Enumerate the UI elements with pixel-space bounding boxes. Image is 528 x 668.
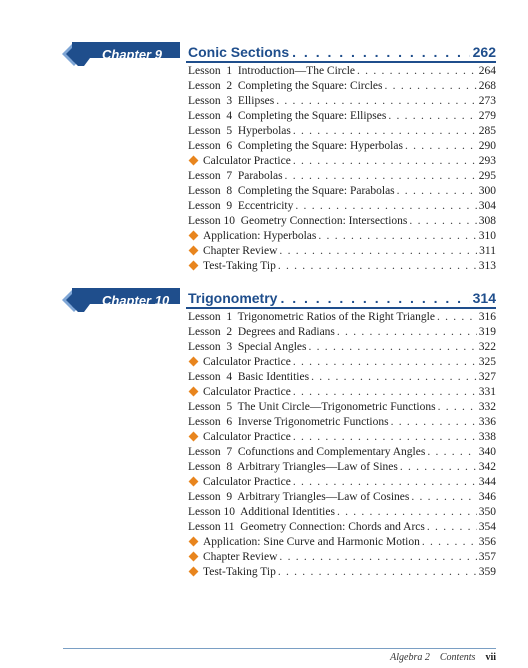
entry-page: 327 [478, 371, 496, 383]
entry-title: Lesson 4 Basic Identities [188, 371, 310, 383]
entry-title: Lesson 2 Completing the Square: Circles [188, 80, 383, 92]
entry-title: Lesson 4 Completing the Square: Ellipses [188, 110, 387, 122]
diamond-bullet-icon [189, 567, 199, 577]
entry-page: 346 [478, 491, 496, 503]
toc-entry[interactable] [188, 430, 496, 445]
chapter-rule [186, 307, 496, 309]
entry-page: 342 [478, 461, 496, 473]
footer-page-number: vii [485, 652, 496, 663]
toc-entry[interactable] [188, 169, 496, 184]
entry-page: 310 [478, 230, 496, 242]
entry-page: 300 [478, 185, 496, 197]
toc-entry[interactable] [188, 565, 496, 580]
entry-page: 344 [478, 476, 496, 488]
entry-title: Calculator Practice [203, 476, 291, 488]
toc-entry[interactable] [188, 355, 496, 370]
entry-page: 304 [478, 200, 496, 212]
toc-entry[interactable] [188, 214, 496, 229]
dot-leader [318, 229, 476, 244]
dot-leader [276, 94, 477, 109]
entry-title: Lesson 10 Additional Identities [188, 506, 335, 518]
dot-leader [411, 490, 476, 505]
diamond-bullet-icon [189, 246, 199, 256]
entry-page: 340 [478, 446, 496, 458]
dot-leader [437, 310, 477, 325]
entry-title: Lesson 5 Hyperbolas [188, 125, 291, 137]
entry-title: Lesson 3 Ellipses [188, 95, 275, 107]
chapter-title-row[interactable] [188, 44, 496, 60]
chapter-title-row[interactable] [188, 290, 496, 306]
diamond-bullet-icon [189, 432, 199, 442]
entry-page: 285 [478, 125, 496, 137]
dot-leader [427, 520, 477, 535]
dot-leader [409, 214, 476, 229]
entry-page: 316 [478, 311, 496, 323]
dot-leader [385, 79, 477, 94]
entry-title: Application: Hyperbolas [203, 230, 317, 242]
dot-leader [427, 445, 476, 460]
footer-section: Contents [439, 652, 476, 663]
diamond-bullet-icon [189, 261, 199, 271]
dot-leader [311, 370, 477, 385]
entry-title: Calculator Practice [203, 155, 291, 167]
entry-title: Lesson 9 Arbitrary Triangles—Law of Cosines [188, 491, 410, 503]
entry-page: 319 [478, 326, 496, 338]
dot-leader [391, 415, 477, 430]
entry-title: Lesson 10 Geometry Connection: Intersections [188, 215, 408, 227]
entry-title: Lesson 1 Introduction—The Circle [188, 65, 356, 77]
toc-entry[interactable] [188, 445, 496, 460]
footer-book-title: Algebra 2 [390, 652, 430, 663]
chapter-number-label: Chapter 9 [102, 47, 162, 62]
entry-title: Application: Sine Curve and Harmonic Motion [203, 536, 420, 548]
entry-page: 357 [478, 551, 496, 563]
entry-page: 295 [478, 170, 496, 182]
entry-page: 264 [478, 65, 496, 77]
entry-title: Lesson 9 Eccentricity [188, 200, 294, 212]
dot-leader [405, 139, 477, 154]
dot-leader [422, 535, 477, 550]
dot-leader [292, 44, 470, 60]
chapter-rule [186, 61, 496, 63]
entry-page: 308 [478, 215, 496, 227]
dot-leader [337, 505, 477, 520]
dot-leader [337, 325, 477, 340]
toc-entry[interactable] [188, 400, 496, 415]
entry-page: 354 [478, 521, 496, 533]
chapter-tab [62, 42, 180, 78]
toc-entry[interactable] [188, 229, 496, 244]
entry-title: Test-Taking Tip [203, 260, 276, 272]
entry-page: 356 [478, 536, 496, 548]
dot-leader [279, 550, 476, 565]
chapter-page: 314 [472, 290, 496, 306]
dot-leader [357, 64, 477, 79]
entry-title: Calculator Practice [203, 356, 291, 368]
toc-entry[interactable] [188, 505, 496, 520]
dot-leader [279, 244, 477, 259]
chapter-number-label: Chapter 10 [102, 293, 170, 308]
toc-entry[interactable] [188, 94, 496, 109]
toc-entry[interactable] [188, 124, 496, 139]
dot-leader [278, 259, 477, 274]
dot-leader [293, 355, 477, 370]
chapter-tab [62, 288, 180, 324]
entry-title: Chapter Review [203, 551, 278, 563]
dot-leader [295, 199, 476, 214]
diamond-bullet-icon [189, 537, 199, 547]
dot-leader [278, 565, 477, 580]
toc-entry[interactable] [188, 154, 496, 169]
entry-page: 293 [478, 155, 496, 167]
entry-title: Calculator Practice [203, 386, 291, 398]
entry-page: 268 [478, 80, 496, 92]
entry-title: Lesson 6 Completing the Square: Hyperbolas [188, 140, 403, 152]
toc-entry[interactable] [188, 79, 496, 94]
entry-page: 279 [478, 110, 496, 122]
entry-page: 290 [478, 140, 496, 152]
toc-entry[interactable] [188, 370, 496, 385]
toc-entry[interactable] [188, 385, 496, 400]
entry-page: 331 [478, 386, 496, 398]
toc-entry[interactable] [188, 475, 496, 490]
entry-page: 336 [478, 416, 496, 428]
diamond-bullet-icon [189, 387, 199, 397]
entry-title: Calculator Practice [203, 431, 291, 443]
toc-entry[interactable] [188, 415, 496, 430]
toc-entry[interactable] [188, 259, 496, 274]
dot-leader [400, 460, 477, 475]
entry-title: Lesson 2 Degrees and Radians [188, 326, 335, 338]
toc-entry[interactable] [188, 244, 496, 259]
toc-entry[interactable] [188, 460, 496, 475]
entry-title: Lesson 1 Trigonometric Ratios of the Right Triangle [188, 311, 435, 323]
chapter-page: 262 [472, 44, 496, 60]
entry-page: 311 [479, 245, 496, 257]
entry-title: Lesson 5 The Unit Circle—Trigonometric Functions [188, 401, 436, 413]
chapter-title: Conic Sections [188, 44, 290, 60]
dot-leader [438, 400, 477, 415]
dot-leader [293, 385, 477, 400]
dot-leader [309, 340, 477, 355]
diamond-bullet-icon [189, 156, 199, 166]
dot-leader [280, 290, 469, 306]
entry-title: Chapter Review [203, 245, 278, 257]
toc-entry[interactable] [188, 520, 496, 535]
lesson-list [188, 310, 496, 580]
dot-leader [293, 124, 477, 139]
page-footer [390, 652, 496, 663]
entry-page: 325 [478, 356, 496, 368]
toc-entry[interactable] [188, 550, 496, 565]
dot-leader [293, 430, 477, 445]
entry-page: 338 [478, 431, 496, 443]
entry-title: Lesson 6 Inverse Trigonometric Functions [188, 416, 389, 428]
dot-leader [285, 169, 477, 184]
entry-page: 350 [478, 506, 496, 518]
entry-title: Lesson 8 Arbitrary Triangles—Law of Sines [188, 461, 398, 473]
entry-title: Lesson 3 Special Angles [188, 341, 307, 353]
toc-entry[interactable] [188, 64, 496, 79]
entry-page: 313 [478, 260, 496, 272]
toc-entry[interactable] [188, 340, 496, 355]
dot-leader [397, 184, 477, 199]
toc-entry[interactable] [188, 109, 496, 124]
dot-leader [293, 475, 477, 490]
entry-page: 359 [478, 566, 496, 578]
entry-title: Lesson 7 Parabolas [188, 170, 283, 182]
entry-title: Lesson 7 Cofunctions and Complementary Angles [188, 446, 426, 458]
chapter-title: Trigonometry [188, 290, 278, 306]
entry-page: 332 [478, 401, 496, 413]
dot-leader [293, 154, 477, 169]
toc-entry[interactable] [188, 310, 496, 325]
toc-entry[interactable] [188, 535, 496, 550]
lesson-list [188, 64, 496, 274]
entry-title: Lesson 11 Geometry Connection: Chords and Arcs [188, 521, 425, 533]
dot-leader [388, 109, 476, 124]
toc-entry[interactable] [188, 184, 496, 199]
diamond-bullet-icon [189, 552, 199, 562]
diamond-bullet-icon [189, 477, 199, 487]
entry-page: 322 [478, 341, 496, 353]
diamond-bullet-icon [189, 231, 199, 241]
entry-page: 273 [478, 95, 496, 107]
entry-title: Test-Taking Tip [203, 566, 276, 578]
toc-entry[interactable] [188, 490, 496, 505]
entry-title: Lesson 8 Completing the Square: Parabolas [188, 185, 395, 197]
footer-rule [63, 648, 496, 649]
diamond-bullet-icon [189, 357, 199, 367]
toc-entry[interactable] [188, 325, 496, 340]
toc-entry[interactable] [188, 139, 496, 154]
toc-entry[interactable] [188, 199, 496, 214]
